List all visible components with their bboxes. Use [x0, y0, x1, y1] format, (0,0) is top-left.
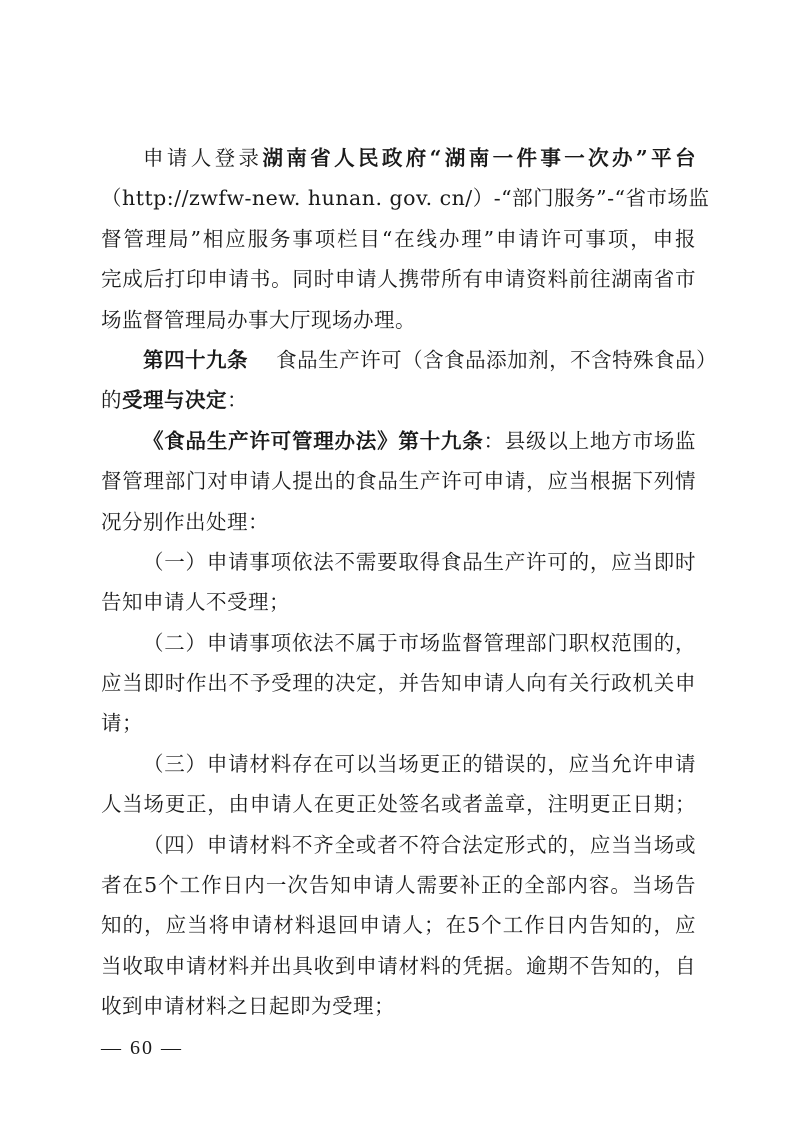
text-run: 县级以上地方市场监: [504, 428, 697, 453]
item-4-line-5: 收到申请材料之日起即为受理；: [101, 994, 395, 1019]
item-1-line-2: 告知申请人不受理；: [101, 590, 290, 615]
text-run: 申请人登录: [143, 146, 263, 170]
paragraph-1-line-1: [101, 138, 696, 178]
item-2-line-1: （二）申请事项依法不属于市场监督管理部门职权范围的，: [143, 630, 696, 655]
text-run: ：: [227, 388, 248, 413]
law-reference-line-2: 督管理部门对申请人提出的食品生产许可申请，应当根据下列情: [101, 469, 696, 494]
article-number: 第四十九条: [143, 347, 248, 372]
article-subject: 受理与决定: [122, 388, 227, 413]
paragraph-1-line-5: 场监督管理局办事大厅现场办理。: [101, 307, 416, 332]
law-reference-line-1: [101, 421, 696, 461]
item-4-line-1: （四）申请材料不齐全或者不符合法定形式的，应当当场或: [143, 832, 696, 857]
article-title: 食品生产许可（含食品添加剂，不含特殊食品）: [276, 347, 718, 372]
body-text: [101, 138, 718, 1027]
law-reference-line-3: 况分别作出处理：: [101, 509, 269, 534]
item-3-line-2: 人当场更正，由申请人在更正处签名或者盖章，注明更正日期；: [101, 792, 696, 817]
text-run: 的: [101, 388, 122, 413]
item-4-line-2: 者在5个工作日内一次告知申请人需要补正的全部内容。当场告: [101, 873, 696, 898]
platform-name: 湖南省人民政府“湖南一件事一次办”平台: [262, 146, 696, 170]
item-4-line-3: 知的，应当将申请材料退回申请人；在5个工作日内告知的，应: [101, 913, 696, 938]
paragraph-1-line-3: 督管理局”相应服务事项栏目“在线办理”申请许可事项，申报: [101, 226, 696, 251]
article-heading-line-2: [101, 380, 696, 420]
item-1-line-1: （一）申请事项依法不需要取得食品生产许可的，应当即时: [143, 549, 696, 574]
item-3-line-1: （三）申请材料存在可以当场更正的错误的，应当允许申请: [143, 751, 696, 776]
law-citation: 《食品生产许可管理办法》第十九条: [143, 428, 484, 453]
paragraph-1-line-2: （http://zwfw-new. hunan. gov. cn/）-“部门服务”-“省市场监: [101, 186, 710, 211]
page-number: — 60 —: [101, 1037, 183, 1059]
article-heading-line-1: [101, 340, 718, 380]
text-run: ：: [483, 428, 505, 453]
item-2-line-3: 请；: [101, 711, 143, 736]
item-2-line-2: 应当即时作出不予受理的决定，并告知申请人向有关行政机关申: [101, 671, 696, 696]
paragraph-1-line-4: 完成后打印申请书。同时申请人携带所有申请资料前往湖南省市: [101, 267, 696, 292]
item-4-line-4: 当收取申请材料并出具收到申请材料的凭据。逾期不告知的，自: [101, 953, 696, 978]
